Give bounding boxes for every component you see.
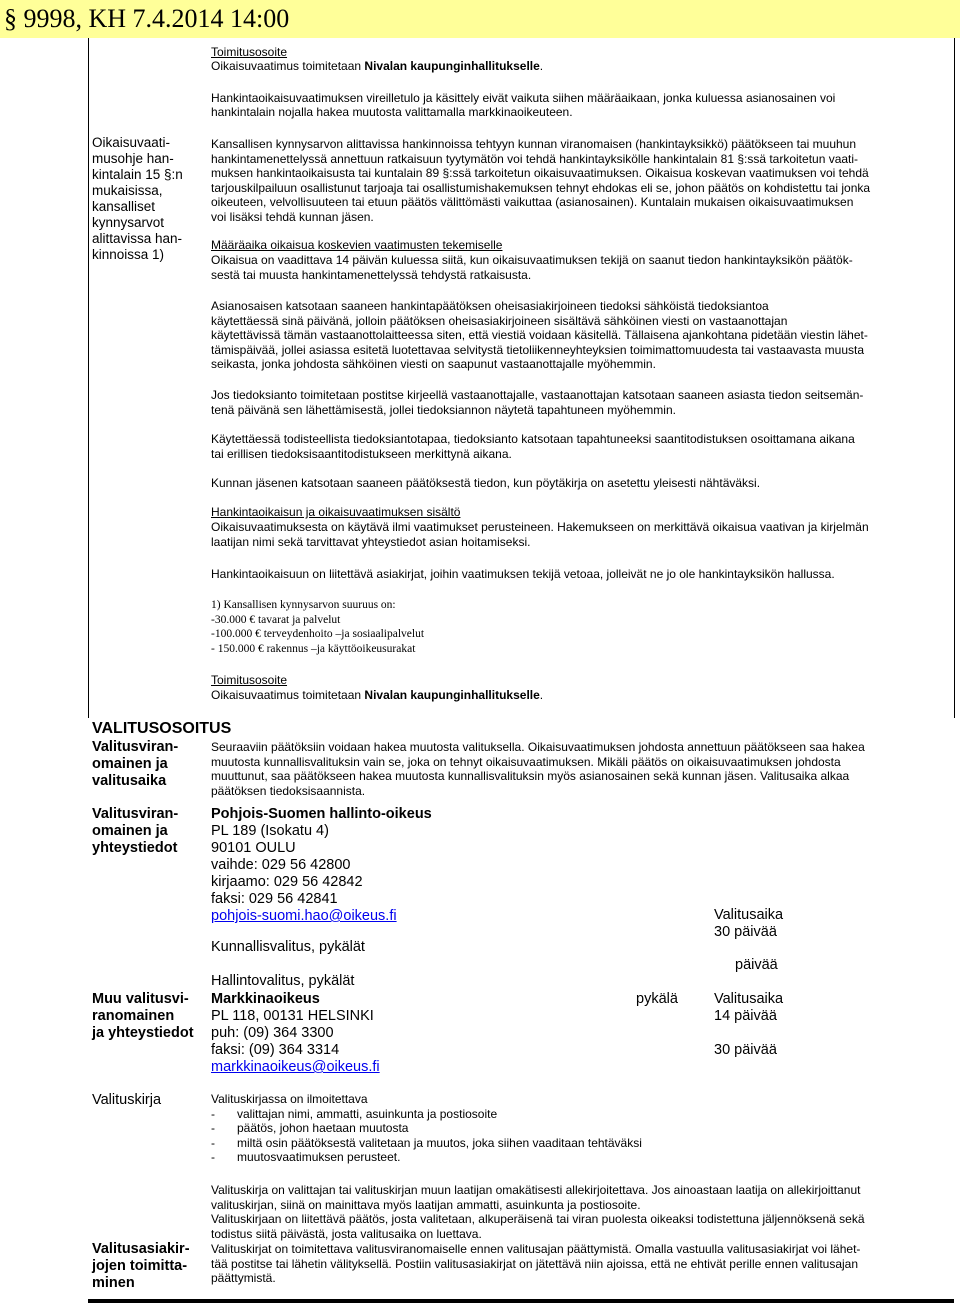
toimitusosoite-line — [211, 688, 543, 703]
sisalto-heading: Hankintaoikaisun ja oikaisuvaatimuksen sisältö — [211, 505, 461, 519]
valituskirja-list-item: - miltä osin päätöksestä valitetaan ja muutos, joka siihen vaaditaan tehtäväksi — [211, 1135, 642, 1150]
side-line: musohje han- — [92, 151, 174, 166]
toimittaminen-paragraph — [211, 1242, 860, 1286]
valituskirja-paragraph — [211, 1183, 865, 1241]
contact-line: 90101 OULU — [211, 840, 296, 856]
list-item-text: miltä osin päätöksestä valitetaan ja muutos, joka siihen vaaditaan tehtäväksi — [237, 1135, 642, 1150]
paragraph-line: laatijan nimi sekä tarvittavat yhteystiedot asian hoitamiseksi. — [211, 534, 531, 549]
top-para-line: Hankintaoikaisuvaatimuksen vireilletulo ja käsittely eivät vaikuta siihen määräaikaan, jonka kuluessa asianosainen voi — [211, 91, 836, 105]
footnote-line: -100.000 € terveydenhoito –ja sosiaalipalvelut — [211, 628, 425, 640]
contact-line: faksi: (09) 364 3314 — [211, 1042, 340, 1058]
valitusaika-14-paivaa: 14 päivää — [714, 1008, 777, 1024]
paragraph-line: Seuraaviin päätöksiin voidaan hakea muutosta valituksella. Oikaisuvaatimuksen johdosta annettuun päätökseen saa hakea — [211, 740, 865, 754]
paragraph-line: todistus siitä päivästä, josta valitusaika on luettava. — [211, 1226, 482, 1241]
paragraph-line: käytettävissä tämän vastaanottolaitteessa siten, että viestiä voidaan käsitellä. Tällaisena ajankohtana pidetään viestin lähet- — [211, 328, 868, 342]
paragraph-line: tenä päivänä sen lähettämisestä, jollei tiedoksiannon näytetä tapahtuneen myöhemmin. — [211, 402, 676, 417]
toimitus-prefix: Oikaisuvaatimus toimitetaan — [211, 688, 365, 702]
side-heading-oikaisuvaatimusohje — [92, 135, 183, 263]
paragraph-line: tää postitse tai lähetin välityksellä. Postiin valitusasiakirjat on jätettävä niin ajoissa, että ne ehtivät perille ennen valitusajan — [211, 1256, 859, 1271]
side-line: jojen toimitta- — [92, 1258, 188, 1274]
footnote-line: - 150.000 € rakennus –ja käyttöoikeusurakat — [211, 642, 416, 655]
asianosaisen-paragraph — [211, 299, 868, 372]
contact-line: PL 118, 00131 HELSINKI — [211, 1008, 374, 1024]
kansallisen-paragraph — [211, 137, 870, 224]
toimitus-suffix: . — [539, 688, 544, 702]
side-line: omainen ja — [92, 823, 168, 839]
paragraph-line: sestä tai muusta hankintamenettelyssä tehdystä ratkaisusta. — [211, 267, 532, 282]
side-line: omainen ja — [92, 756, 168, 772]
valitusaika-30-paivaa-1: 30 päivää — [714, 924, 777, 940]
todisteellista-paragraph — [211, 432, 855, 461]
contact-line: vaihde: 029 56 42800 — [211, 857, 351, 873]
toimitus-bold: Nivalan kaupunginhallitukselle — [364, 688, 540, 702]
side-heading-toimittaminen — [92, 1241, 190, 1292]
paragraph-line: hankintamenettelyssä annettuun ratkaisuun tyytymätön voi tehdä hankintayksikölle hankintalain 81 §:ssä tarkoitetun vaati- — [211, 151, 859, 166]
maaraika-heading: Määräaika oikaisua koskevien vaatimusten tekemiselle — [211, 238, 503, 252]
markkinaoikeus-pykala: pykälä — [636, 991, 678, 1007]
side-line: mukaisissa, — [92, 183, 163, 198]
paragraph-line: käytettäessä sinä päivänä, jolloin päätöksen oheisasiakirjoineen sisältävä sähköinen viesti on vastaanottajan — [211, 313, 788, 328]
side-line: ranomainen — [92, 1008, 175, 1024]
hallinto-oikeus-contact — [211, 806, 432, 925]
side-line: yhteystiedot — [92, 840, 178, 856]
contact-line: faksi: 029 56 42841 — [211, 891, 338, 907]
side-line: Oikaisuvaati- — [92, 135, 171, 150]
paragraph-line: Asianosaisen katsotaan saaneen hankintapäätöksen oheisasiakirjoineen tiedoksi sähköistä tiedoksiantoa — [211, 299, 769, 313]
top-toimitusosoite-heading: Toimitusosoite — [211, 45, 288, 59]
top-para-line: hankintalain nojalla hakea muutosta valittamalla markkinaoikeuteen. — [211, 105, 573, 119]
valituskirja-list-item: - muutosvaatimuksen perusteet. — [211, 1150, 401, 1164]
paragraph-line: seikasta, jonka johdosta sähköinen viesti on saapunut vastaanottajalle myöhemmin. — [211, 357, 656, 371]
sisalto-paragraph — [211, 520, 869, 549]
valituskirja-section — [211, 1092, 642, 1165]
paragraph-line: Valituskirjat on toimitettava valitusviranomaiselle ennen valitusajan päättymistä. Omalla vastuulla valitusasiakirjat voi lähet- — [211, 1242, 861, 1256]
paragraph-line: päätöksen tiedoksisaannista. — [211, 783, 366, 798]
side-line: Valitusviran- — [92, 806, 179, 822]
side-heading-yhteystiedot — [92, 806, 178, 857]
side-line: alittavissa han- — [92, 231, 183, 246]
kunnallisvalitus-label: Kunnallisvalitus, pykälät — [211, 939, 365, 955]
side-line: kintalain 15 §:n — [92, 167, 183, 182]
side-line: Muu valitusvi- — [92, 991, 189, 1007]
side-heading-valituskirja: Valituskirja — [92, 1092, 162, 1108]
markkinaoikeus-name: Markkinaoikeus — [211, 991, 320, 1007]
list-item-text: päätös, johon haetaan muutosta — [237, 1121, 409, 1135]
side-line: ja yhteystiedot — [92, 1025, 194, 1041]
paragraph-line: Oikaisua on vaadittava 14 päivän kuluessa siitä, kun oikaisuvaatimuksen tekijä on saanut tiedon hankintayksikön päätök- — [211, 253, 853, 267]
maaraika-paragraph — [211, 253, 853, 282]
paragraph-line: Valituskirja on valittajan tai valituskirjan muun laatijan omakätisesti allekirjoitettava. Jos ainoastaan laatija on allekirjoittanut — [211, 1183, 861, 1197]
liitettava-line: Hankintaoikaisuun on liitettävä asiakirjat, joihin vaatimuksen tekijä vetoaa, jolleivät ne jo ole hankintayksikön hallussa. — [211, 567, 835, 581]
side-heading-valitusaika — [92, 739, 178, 790]
list-item-text: muutosvaatimuksen perusteet. — [237, 1150, 401, 1164]
side-heading-muu-valitusviranomainen — [92, 991, 194, 1042]
valituskirja-intro: Valituskirjassa on ilmoitettava — [211, 1092, 368, 1106]
paragraph-line: oikeuteen, velvollisuuteen tai etuun päätös välittömästi vaikuttaa (asianosainen). Kuntalain mukaisen oikaisuvaatimuksen — [211, 195, 854, 209]
frame-left-line — [88, 38, 89, 718]
valitus-intro-paragraph — [211, 740, 865, 798]
valitusaika-label-2: Valitusaika — [714, 991, 784, 1007]
paragraph-line: päättymistä. — [211, 1271, 276, 1285]
valitusosoitus-heading: VALITUSOSOITUS — [92, 720, 232, 737]
markkinaoikeus-contact — [211, 991, 380, 1076]
footnote-line: -30.000 € tavarat ja palvelut — [211, 613, 341, 626]
markkinaoikeus-email-link[interactable]: markkinaoikeus@oikeus.fi — [211, 1059, 380, 1075]
top-line-bold: Nivalan kaupunginhallitukselle — [364, 59, 540, 73]
valitusaika-30-paivaa-2: 30 päivää — [714, 1042, 777, 1058]
top-line-suffix: . — [539, 59, 544, 73]
bottom-rule — [88, 1299, 954, 1303]
side-line: Valitusasiakir- — [92, 1241, 190, 1257]
side-line: kinnoissa 1) — [92, 247, 165, 262]
paragraph-line: tai erillisen tiedoksisaantitodistukseen merkittynä aikana. — [211, 446, 512, 461]
paragraph-line: voi lisäksi tehdä kunnan jäsen. — [211, 209, 374, 224]
hallintovalitus-label: Hallintovalitus, pykälät — [211, 973, 355, 989]
paragraph-line: muutosta kunnallisvalituksin vain se, joka on tehnyt oikaisuvaatimuksen. Mikäli päätös on oikaisuvaatimuksen johdosta — [211, 754, 841, 769]
paragraph-line: muuttunut, saa päätökseen hakea muutosta kunnallisvalituksin myös asianosainen sekä kunnan jäsen. Valitusaika alkaa — [211, 769, 850, 783]
side-line: valitusaika — [92, 773, 167, 789]
list-item-text: valittajan nimi, ammatti, asuinkunta ja postiosoite — [237, 1106, 498, 1121]
contact-line: PL 189 (Isokatu 4) — [211, 823, 329, 839]
paragraph-line: Oikaisuvaatimuksesta on käytävä ilmi vaatimukset perusteineen. Hakemukseen on merkittävä oikaisua vaativan ja kirjelmän — [211, 520, 869, 534]
kynnysarvo-footnote — [211, 598, 424, 656]
paragraph-line: valituskirjan, siinä on mainittava myös laatijan ammatti, asuinkunta ja postiosoite. — [211, 1197, 641, 1212]
contact-line: kirjaamo: 029 56 42842 — [211, 874, 363, 890]
postitse-paragraph — [211, 388, 863, 417]
kunnan-jasen-line: Kunnan jäsenen katsotaan saaneen päätöksestä tiedon, kun pöytäkirja on asetettu yleisesti nähtäväksi. — [211, 476, 761, 490]
side-line: minen — [92, 1275, 135, 1291]
paragraph-line: tarjouskilpailuun osallistunut tarjoaja tai osallistumishakemuksen tehnyt ehdokas eli se, johon päätös on kohdistettu tai jonka — [211, 180, 871, 195]
side-line: Valitusviran- — [92, 739, 179, 755]
paragraph-line: Käytettäessä todisteellista tiedoksiantotapaa, tiedoksianto katsotaan tapahtuneeksi saantitodistuksen osoittamana aikana — [211, 432, 855, 446]
frame-right-line — [954, 38, 955, 718]
footnote-line: 1) Kansallisen kynnysarvon suuruus on: — [211, 599, 396, 611]
side-line: kansalliset — [92, 199, 156, 214]
paragraph-line: Jos tiedoksianto toimitetaan postitse kirjeellä vastaanottajalle, vastaanottajan katsotaan saaneen asiasta tiedon seitsemän- — [211, 388, 864, 402]
paragraph-line: tämispäivää, jollei asiassa esitetä luotettavaa selvitystä tietoliikenneyhteyksien toimimattomuudesta tai vastaavasta muusta — [211, 342, 864, 357]
paragraph-line: Valituskirjaan on liitettävä päätös, josta valitetaan, alkuperäisenä tai viran puolesta oikeaksi todistettuna jäljennöksenä sekä — [211, 1212, 865, 1226]
top-line-prefix: Oikaisuvaatimus toimitetaan — [211, 59, 365, 73]
hallinto-oikeus-name: Pohjois-Suomen hallinto-oikeus — [211, 806, 432, 822]
side-line: kynnysarvot — [92, 215, 165, 230]
valitusaika-paivaa: päivää — [735, 957, 778, 973]
document-header-bar — [0, 0, 960, 38]
paragraph-line: Kansallisen kynnysarvon alittavissa hankinnoissa tehtyyn kunnan viranomaisen (hankintayksikkö) päätökseen tai muuhun — [211, 137, 857, 151]
hallinto-oikeus-email-link[interactable]: pohjois-suomi.hao@oikeus.fi — [211, 908, 397, 924]
valituskirja-list-item: - valittajan nimi, ammatti, asuinkunta ja postiosoite — [211, 1106, 498, 1121]
paragraph-line: muksen hankintaoikaisusta tai kuntalain 89 §:ssä tarkoitetun oikaisuvaatimuksen. Oikaisua koskevan vaatimuksen voi tehdä — [211, 166, 869, 180]
top-toimitusosoite-line — [211, 59, 543, 74]
document-header-title: § 9998, KH 7.4.2014 14:00 — [4, 4, 290, 33]
toimitusosoite-heading: Toimitusosoite — [211, 673, 288, 687]
valituskirja-list-item: - päätös, johon haetaan muutosta — [211, 1121, 409, 1135]
contact-line: puh: (09) 364 3300 — [211, 1025, 334, 1041]
valitusaika-label-1: Valitusaika — [714, 907, 784, 923]
